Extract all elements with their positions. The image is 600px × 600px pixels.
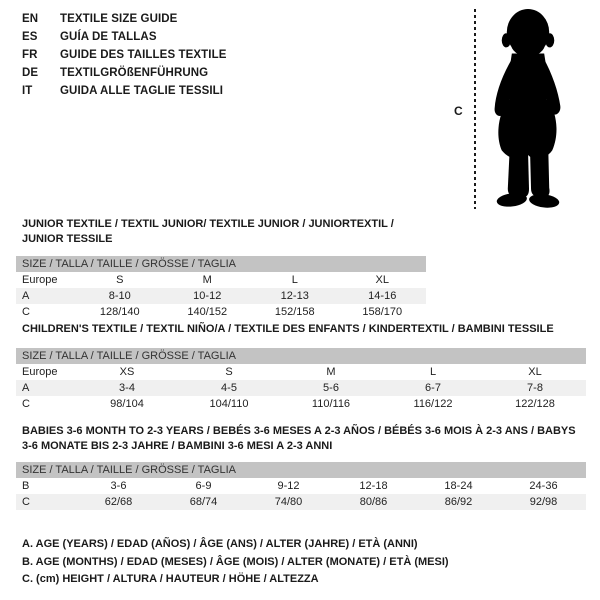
table-cell: 7-8 (527, 382, 543, 394)
legend-footnotes (22, 536, 449, 589)
table-cell: M (202, 274, 212, 286)
table-size-header: SIZE / TALLA / TAILLE / GRÖSSE / TAGLIA (16, 462, 586, 478)
junior-size-table-section (16, 217, 426, 320)
table-title: CHILDREN'S TEXTILE / TEXTIL NIÑO/A / TEXTILE DES ENFANTS / KINDERTEXTIL / BAMBINI TESSILE (22, 323, 554, 335)
row-label: A (22, 290, 30, 302)
row-label: A (22, 382, 30, 394)
table-cell: 98/104 (110, 398, 144, 410)
table-title: JUNIOR TEXTILE / TEXTIL JUNIOR/ TEXTILE JUNIOR / JUNIORTEXTIL / JUNIOR TESSILE (22, 218, 394, 245)
table-cell: 158/170 (362, 306, 403, 318)
table-row (16, 364, 586, 380)
language-title: GUIDE DES TAILLES TEXTILE (60, 49, 227, 61)
table-cell: 18-24 (444, 480, 473, 492)
language-code: EN (22, 13, 39, 25)
table-cell: XS (119, 366, 135, 378)
table-cell: 4-5 (221, 382, 237, 394)
table-row (16, 288, 426, 304)
language-code: FR (22, 49, 38, 61)
language-title: TEXTILGRÖßENFÜHRUNG (60, 67, 209, 79)
row-label: C (22, 496, 30, 508)
table-cell: L (429, 366, 437, 378)
table-cell: 5-6 (323, 382, 339, 394)
table-cell: 92/98 (529, 496, 558, 508)
table-size-header: SIZE / TALLA / TAILLE / GRÖSSE / TAGLIA (16, 348, 586, 364)
table-cell: 14-16 (368, 290, 397, 302)
table-cell: 10-12 (193, 290, 222, 302)
row-label: Europe (22, 366, 58, 378)
row-label: B (22, 480, 30, 492)
language-row-fr (22, 46, 227, 64)
table-cell: 140/152 (187, 306, 228, 318)
language-title: GUÍA DE TALLAS (60, 31, 157, 43)
language-list (22, 10, 227, 100)
table-cell: 6-7 (425, 382, 441, 394)
table-cell: 86/92 (444, 496, 473, 508)
table-cell: S (116, 274, 124, 286)
table-cell: 12-18 (359, 480, 388, 492)
toddler-silhouette-image (481, 7, 575, 209)
table-cell: 122/128 (515, 398, 555, 410)
language-title: TEXTILE SIZE GUIDE (60, 13, 178, 25)
language-code: DE (22, 67, 39, 79)
table-cell: 152/158 (274, 306, 315, 318)
row-label: C (22, 398, 30, 410)
table-row (16, 494, 586, 510)
table-grid (16, 462, 586, 510)
table-cell: 12-13 (280, 290, 309, 302)
table-cell: 68/74 (189, 496, 218, 508)
babies-size-table-section (16, 424, 586, 510)
table-grid (16, 348, 586, 412)
language-row-es (22, 28, 227, 46)
height-measure-dashed-line (474, 9, 476, 209)
table-row (16, 380, 586, 396)
table-cell: 74/80 (274, 496, 303, 508)
table-cell: 104/110 (209, 398, 249, 410)
table-cell: 8-10 (108, 290, 131, 302)
table-cell: S (225, 366, 233, 378)
table-row (16, 478, 586, 494)
language-code: IT (22, 85, 33, 97)
footnote-c: C. (cm) HEIGHT / ALTURA / HAUTEUR / HÖHE / ALTEZZA (22, 573, 319, 585)
children-size-table-section (16, 322, 586, 412)
table-cell: 110/116 (311, 398, 351, 410)
table-cell: 62/68 (104, 496, 133, 508)
language-row-it (22, 82, 227, 100)
footnote-a: A. AGE (YEARS) / EDAD (AÑOS) / ÂGE (ANS) / ALTER (JAHRE) / ETÀ (ANNI) (22, 538, 418, 550)
table-cell: 6-9 (195, 480, 212, 492)
language-title: GUIDA ALLE TAGLIE TESSILI (60, 85, 224, 97)
table-cell: 3-6 (110, 480, 127, 492)
table-grid (16, 256, 426, 320)
table-cell: 116/122 (413, 398, 453, 410)
table-cell: M (326, 366, 336, 378)
table-cell: 80/86 (359, 496, 388, 508)
footnote-b: B. AGE (MONTHS) / EDAD (MESES) / ÂGE (MOIS) / ALTER (MONATE) / ETÀ (MESI) (22, 555, 449, 568)
table-row (16, 304, 426, 320)
row-label: Europe (22, 274, 58, 286)
row-label: C (22, 306, 30, 318)
table-row (16, 396, 586, 412)
language-code: ES (22, 31, 38, 43)
table-cell: L (291, 274, 298, 286)
table-row (16, 272, 426, 288)
table-size-header: SIZE / TALLA / TAILLE / GRÖSSE / TAGLIA (16, 256, 426, 272)
table-cell: XL (528, 366, 542, 378)
language-row-en (22, 10, 227, 28)
language-row-de (22, 64, 227, 82)
table-cell: 24-36 (529, 480, 558, 492)
table-title: BABIES 3-6 MONTH TO 2-3 YEARS / BEBÉS 3-6 MESES A 2-3 AÑOS / BÉBÉS 3-6 MOIS À 2-3 ANS / BABYS 3-6 MONATE BIS 2-3 JAHRE / BAMBINI 3-6 MESI A 2-3 ANNI (22, 425, 576, 452)
table-cell: 3-4 (119, 382, 135, 394)
height-measure-label: C (454, 104, 463, 118)
table-cell: 9-12 (277, 480, 300, 492)
table-cell: 128/140 (99, 306, 140, 318)
table-cell: XL (375, 274, 389, 286)
